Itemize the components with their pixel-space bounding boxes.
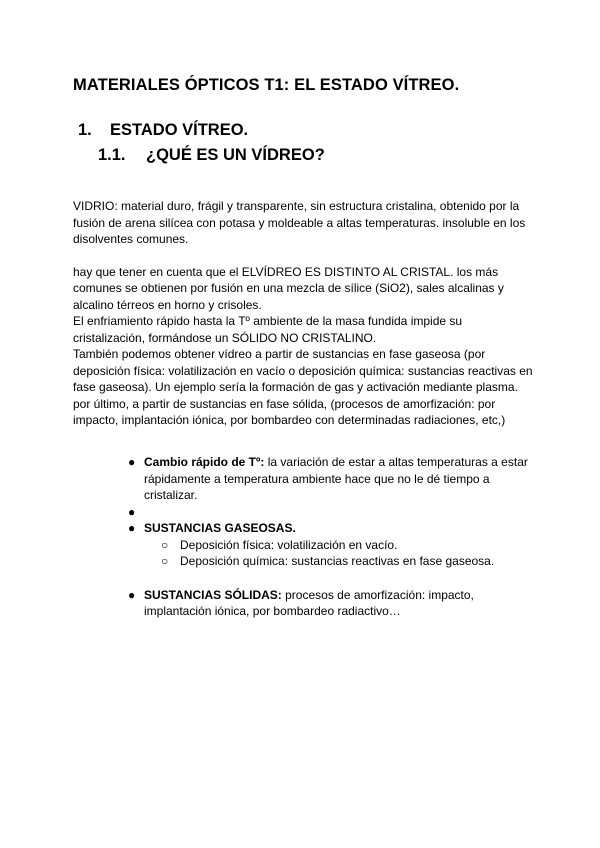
list-item-bold: Cambio rápido de Tº: bbox=[144, 455, 265, 469]
list-item bbox=[128, 520, 538, 537]
sub-list-item bbox=[128, 537, 538, 554]
heading-1 bbox=[78, 121, 248, 140]
bullet-icon: ● bbox=[128, 521, 136, 535]
list-item-text: la variación de estar a altas temperaturas a estar rápidamente a temperatura ambiente hace que no le dé tiempo a cristalizar. bbox=[144, 455, 528, 502]
paragraph-fase-solida: por último, a partir de sustancias en fase sólida, (procesos de amorfización: por impacto, implantación iónica, por bombardeo con determinadas radiaciones, etc,) bbox=[73, 396, 506, 427]
bullet-icon: ● bbox=[128, 455, 136, 469]
list-item bbox=[128, 454, 538, 504]
list-item-bold: SUSTANCIAS SÓLIDAS: bbox=[144, 587, 282, 602]
heading-1-text: ESTADO VÍTREO. bbox=[110, 121, 249, 139]
paragraph-vidrio-definition: VIDRIO: material duro, frágil y transparente, sin estructura cristalina, obtenido por la fusión de arena silícea con potasa y moldeable a altas temperaturas. insoluble en los disolventes comunes. bbox=[73, 199, 526, 246]
list-item bbox=[128, 587, 538, 620]
document-title: MATERIALES ÓPTICOS T1: EL ESTADO VÍTREO. bbox=[73, 76, 460, 94]
sub-bullet-icon: ○ bbox=[161, 537, 169, 552]
sub-list-item-text: Deposición química: sustancias reactivas en fase gaseosa. bbox=[180, 554, 495, 568]
heading-2 bbox=[98, 146, 325, 165]
heading-2-text: ¿QUÉ ES UN VÍDREO? bbox=[146, 146, 325, 164]
bullet-icon: ● bbox=[128, 504, 136, 519]
sub-list-item bbox=[128, 553, 538, 570]
list-item-text: procesos de amorfización: impacto, implantación iónica, por bombardeo radiactivo… bbox=[144, 587, 474, 618]
bullet-icon: ● bbox=[128, 587, 136, 602]
body-text bbox=[73, 198, 535, 429]
paragraph-enfriamiento: El enfriamiento rápido hasta la Tº ambiente de la masa fundida impide su cristalización, formándose un SÓLIDO NO CRISTALINO. bbox=[73, 314, 463, 345]
list-item-bold: SUSTANCIAS GASEOSAS. bbox=[144, 521, 296, 535]
sub-list-item-text: Deposición física: volatilización en vacío. bbox=[180, 537, 398, 552]
heading-1-number: 1. bbox=[78, 121, 92, 139]
sub-bullet-icon: ○ bbox=[161, 554, 169, 568]
paragraph-vidreo-vs-cristal: hay que tener en cuenta que el ELVÍDREO ES DISTINTO AL CRISTAL. los más comunes se obtienen por fusión en una mezcla de sílice (SiO2), sales alcalinas y alcalino térreos en horno y crisoles. bbox=[73, 264, 504, 312]
list-item-empty bbox=[128, 504, 538, 521]
bullet-list bbox=[128, 454, 538, 620]
paragraph-fase-gaseosa: También podemos obtener vídreo a partir de sustancias en fase gaseosa (por deposición física: volatilización en vacío o deposición química: sustancias reactivas en fase gaseosa). Un ejemplo sería la formación de gas y activación mediante plasma. bbox=[73, 347, 533, 394]
heading-2-number: 1.1. bbox=[98, 146, 126, 164]
